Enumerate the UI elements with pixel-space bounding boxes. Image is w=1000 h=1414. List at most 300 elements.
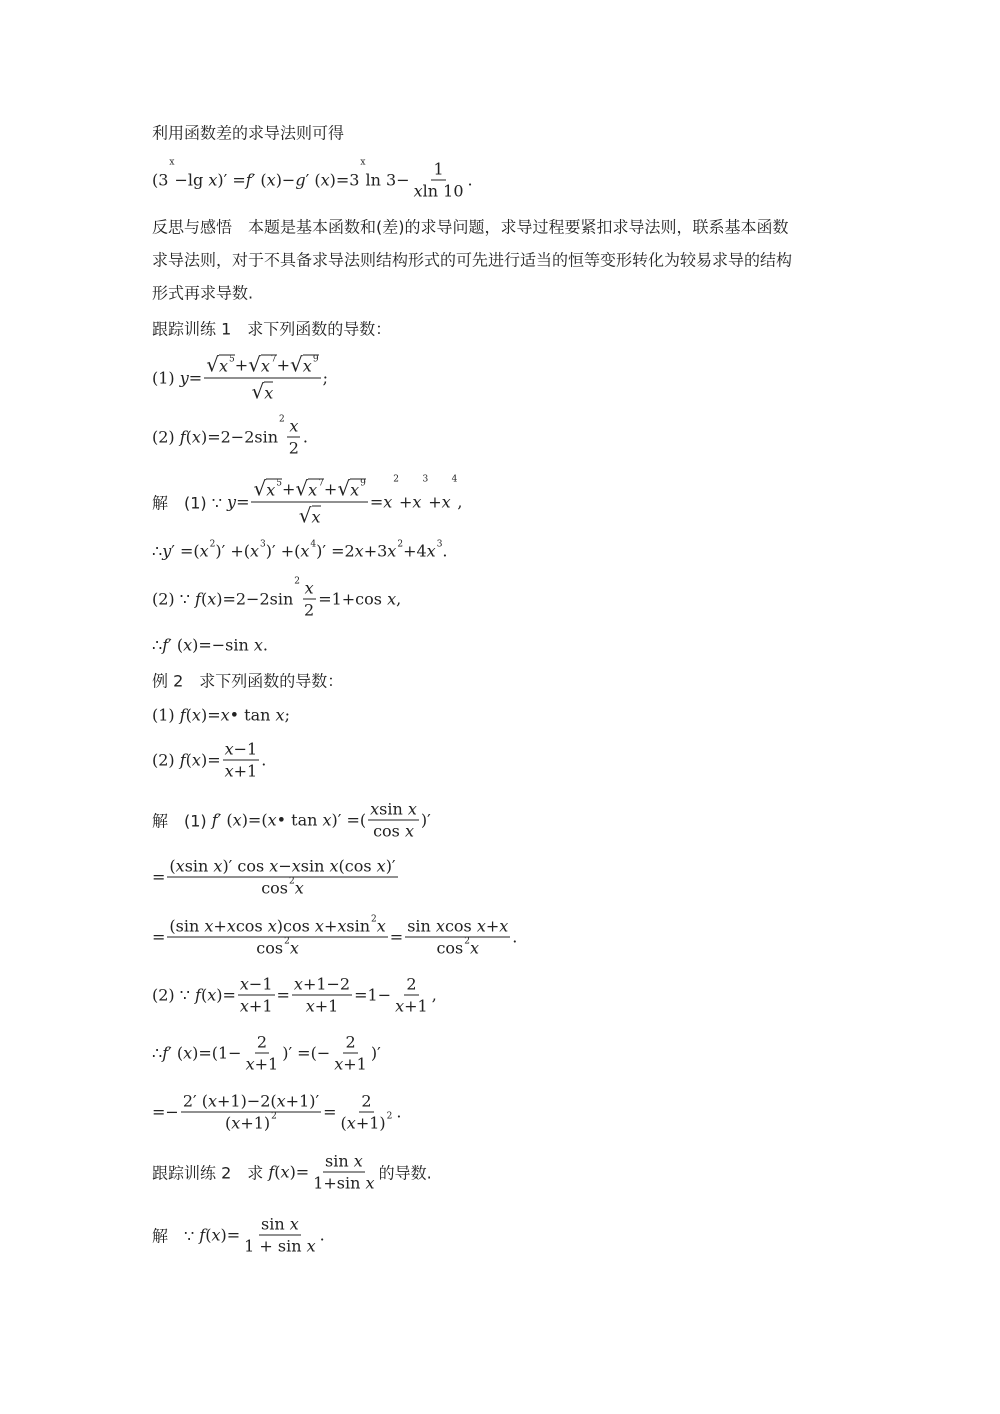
- text-run: )′: [385, 856, 396, 876]
- radicand: [303, 354, 319, 375]
- square-root: [299, 504, 321, 528]
- math-variable: x: [260, 356, 270, 375]
- denominator: [238, 996, 275, 1016]
- superscript: 2: [271, 1111, 277, 1122]
- text-run: 解 (1) ∵: [152, 493, 228, 513]
- math-variable: x: [314, 916, 324, 936]
- numerator: [255, 1033, 269, 1054]
- text-run: (2): [152, 427, 180, 447]
- math-variable: x: [302, 356, 312, 375]
- exercise-1-part-1: [152, 353, 328, 404]
- math-variable: x: [306, 1236, 316, 1256]
- example-2-heading: [152, 669, 343, 692]
- math-variable: x: [353, 1151, 363, 1171]
- text-run: )′ +(: [215, 541, 250, 561]
- fraction: [302, 579, 316, 620]
- text-run: 例 2 求下列函数的导数：: [152, 671, 344, 691]
- text-run: (: [185, 750, 192, 770]
- example-2-part-2: [152, 740, 266, 781]
- math-variable: x: [276, 1091, 286, 1111]
- math-variable: x: [280, 1162, 290, 1182]
- text-run: ′ (: [217, 810, 233, 830]
- math-variable: y: [227, 492, 237, 512]
- text-run: )′ =(: [331, 810, 367, 830]
- text-run: =: [152, 927, 166, 947]
- math-variable: x: [426, 541, 436, 561]
- text-run: )=: [289, 1162, 310, 1182]
- text-run: )=−sin: [192, 635, 254, 655]
- math-variable: f: [195, 589, 201, 609]
- text-run: (: [169, 856, 176, 876]
- superscript: 2: [209, 539, 216, 550]
- numerator: [167, 857, 397, 878]
- text-run: 2: [345, 1032, 356, 1052]
- numerator: [404, 975, 418, 996]
- math-variable: x: [249, 541, 260, 561]
- text-run: sin: [346, 916, 371, 936]
- text-run: +: [323, 916, 338, 936]
- math-variable: x: [476, 916, 486, 936]
- math-variable: f: [179, 427, 186, 447]
- fraction: [287, 417, 301, 458]
- math-variable: x: [334, 1054, 344, 1074]
- numerator: [368, 800, 419, 821]
- text-run: )′: [420, 810, 431, 830]
- solution-1-part-2: [152, 576, 402, 620]
- math-variable: x: [207, 1091, 217, 1111]
- math-variable: x: [204, 916, 214, 936]
- superscript: 7: [318, 478, 324, 488]
- math-variable: x: [413, 181, 423, 201]
- text-run: 2: [288, 438, 299, 458]
- math-variable: f: [268, 1162, 275, 1182]
- text-run: )=: [216, 985, 236, 1005]
- difference-rule-formula: [152, 157, 473, 201]
- text-run: .: [396, 1102, 402, 1122]
- text-run: 利用函数差的求导法则可得: [152, 123, 345, 143]
- math-variable: x: [470, 938, 480, 958]
- example-2-step-5: [152, 1033, 381, 1074]
- text-run: )−: [275, 170, 296, 190]
- text-run: .: [262, 635, 269, 655]
- square-root: [295, 477, 324, 501]
- fraction: [311, 1152, 376, 1193]
- text-run: ,: [431, 985, 437, 1005]
- radical-sign-icon: √: [295, 476, 309, 501]
- math-variable: x: [441, 492, 451, 512]
- text-run: =: [276, 985, 290, 1005]
- radical-sign-icon: √: [251, 379, 265, 404]
- square-root: [206, 353, 235, 377]
- text-run: sin: [379, 799, 408, 819]
- text-run: .: [512, 927, 518, 947]
- math-variable: x: [387, 541, 397, 561]
- text-run: )cos: [276, 916, 315, 936]
- math-variable: x: [395, 996, 405, 1016]
- math-variable: x: [289, 1214, 299, 1234]
- text-run: )=(1−: [192, 1043, 242, 1063]
- math-variable: x: [226, 916, 236, 936]
- fraction: [167, 857, 397, 898]
- denominator: [371, 821, 416, 841]
- text-run: +1)′: [285, 1091, 320, 1111]
- denominator: [223, 1113, 279, 1133]
- text-run: sin: [325, 1151, 354, 1171]
- fraction: [405, 917, 510, 958]
- solution-1-derivative: [152, 539, 448, 561]
- text-run: (2) ∵: [152, 589, 196, 609]
- numerator: [259, 1215, 301, 1236]
- text-run: )′ =(−: [282, 1043, 331, 1063]
- denominator: [259, 878, 306, 898]
- math-variable: x: [346, 1113, 356, 1133]
- fraction: [181, 1092, 321, 1133]
- math-variable: x: [224, 739, 234, 759]
- denominator: [244, 1054, 281, 1074]
- text-run: sin: [407, 916, 436, 936]
- math-variable: f: [199, 1225, 206, 1245]
- superscript: 2: [371, 914, 377, 925]
- superscript: 3: [260, 539, 266, 550]
- text-run: 2: [304, 600, 315, 620]
- exercise-2-solution: [152, 1215, 325, 1256]
- text-run: (3: [152, 170, 169, 190]
- math-variable: x: [499, 916, 509, 936]
- math-variable: x: [218, 356, 228, 375]
- text-run: (: [185, 427, 192, 447]
- radical-sign-icon: √: [206, 352, 219, 377]
- math-variable: f: [162, 1043, 169, 1063]
- exercise-2-heading: [152, 1152, 432, 1193]
- math-variable: f: [179, 750, 186, 770]
- numerator: [323, 1152, 365, 1173]
- text-run: ′ (: [251, 170, 267, 190]
- math-variable: x: [300, 541, 310, 561]
- superscript: 2: [464, 936, 470, 947]
- text-run: )=: [220, 1225, 241, 1245]
- text-run: =−: [152, 1102, 179, 1122]
- text-run: 反思与感悟 本题是基本函数和(差)的求导问题，求导过程要紧扣求导法则，联系基本函数: [152, 217, 789, 237]
- text-run: cos: [373, 821, 405, 841]
- text-run: −1: [248, 974, 273, 994]
- text-run: +1: [343, 1054, 367, 1074]
- text-run: ′ (: [168, 1043, 184, 1063]
- example-2-solution-part-2: [152, 975, 437, 1016]
- text-run: (: [225, 1113, 232, 1133]
- text-run: ∴: [152, 1043, 163, 1063]
- superscript: 9: [312, 354, 319, 364]
- math-variable: g: [295, 170, 306, 190]
- math-variable: x: [435, 916, 445, 936]
- reflection-line-3: [152, 281, 253, 304]
- text-run: +: [276, 355, 291, 374]
- text-run: +1: [248, 996, 273, 1016]
- math-variable: x: [407, 799, 417, 819]
- radicand: [264, 381, 273, 402]
- text-run: 1: [433, 159, 444, 179]
- math-variable: y: [179, 368, 189, 388]
- text-run: +: [213, 916, 227, 936]
- math-variable: x: [191, 705, 201, 725]
- text-run: =: [389, 927, 404, 947]
- text-run: =: [152, 867, 166, 887]
- text-run: (2): [152, 750, 180, 770]
- text-run: +1: [254, 1054, 279, 1074]
- math-variable: x: [267, 810, 277, 830]
- example-2-step-6: [152, 1092, 401, 1133]
- denominator: [304, 996, 341, 1016]
- math-variable: x: [294, 878, 304, 898]
- superscript: 4: [451, 474, 458, 485]
- math-variable: x: [304, 578, 314, 598]
- math-variable: x: [239, 996, 249, 1016]
- math-variable: x: [322, 810, 332, 830]
- text-run: +1: [404, 996, 428, 1016]
- text-run: 2: [256, 1032, 267, 1052]
- text-run: ′ (: [305, 170, 321, 190]
- text-run: (: [340, 1113, 347, 1133]
- superscript: 3: [422, 474, 429, 485]
- text-run: cos: [256, 938, 284, 958]
- math-variable: x: [311, 507, 321, 526]
- math-variable: x: [305, 996, 315, 1016]
- intro-text: [152, 121, 344, 144]
- numerator: [238, 975, 275, 996]
- math-variable: x: [387, 589, 397, 609]
- text-run: −1: [233, 739, 258, 759]
- numerator: [292, 975, 352, 996]
- exercise-1-heading: [152, 317, 391, 340]
- math-variable: x: [207, 589, 217, 609]
- text-run: ′ (: [168, 635, 184, 655]
- square-root: [290, 353, 319, 377]
- superscript: 4: [310, 539, 317, 550]
- numerator: [343, 1033, 357, 1054]
- text-run: )′ =: [217, 170, 246, 190]
- solution-1-part-2-derivative: [152, 636, 268, 655]
- math-variable: x: [175, 856, 185, 876]
- text-run: =1−: [354, 985, 392, 1005]
- fraction: [244, 1033, 281, 1074]
- text-run: (cos: [338, 856, 377, 876]
- fraction: [242, 1215, 318, 1256]
- text-run: cos: [235, 916, 268, 936]
- fraction: [167, 914, 387, 958]
- superscript: 5: [276, 478, 282, 488]
- math-variable: x: [376, 856, 386, 876]
- superscript: 2: [289, 876, 295, 887]
- math-variable: x: [412, 492, 422, 512]
- text-run: )=2−2sin: [200, 427, 278, 447]
- math-variable: x: [264, 383, 274, 402]
- text-run: .: [302, 427, 309, 447]
- reflection-line-1: [152, 215, 789, 238]
- text-run: cos: [436, 938, 464, 958]
- text-run: =: [323, 1102, 337, 1122]
- fraction: [223, 740, 260, 781]
- math-variable: x: [376, 916, 386, 936]
- text-run: )′ =2: [316, 541, 355, 561]
- text-run: ln 3−: [365, 170, 410, 190]
- text-run: 跟踪训练 1 求下列函数的导数：: [152, 319, 392, 339]
- text-run: =: [236, 492, 250, 512]
- text-run: +: [428, 492, 442, 512]
- math-variable: f: [195, 985, 201, 1005]
- square-root: [337, 477, 366, 501]
- text-run: +: [399, 492, 413, 512]
- math-variable: x: [245, 1054, 255, 1074]
- text-run: +1: [233, 761, 258, 781]
- denominator: [412, 181, 466, 201]
- text-run: 的导数.: [378, 1163, 432, 1183]
- math-variable: x: [253, 635, 263, 655]
- text-run: +1): [240, 1113, 271, 1133]
- text-run: =: [188, 368, 203, 388]
- numerator: [303, 579, 316, 600]
- text-run: (1): [152, 368, 180, 388]
- math-variable: x: [291, 856, 301, 876]
- radical-sign-icon: √: [337, 476, 351, 501]
- superscript: 2: [393, 474, 400, 485]
- numerator: [223, 740, 260, 761]
- radicand: [350, 478, 366, 499]
- denominator: [339, 1113, 395, 1133]
- denominator: [254, 938, 301, 958]
- text-run: cos: [261, 878, 288, 898]
- text-run: )′ +(: [265, 541, 301, 561]
- text-run: (: [274, 1162, 281, 1182]
- text-run: (2) ∵: [152, 985, 196, 1005]
- text-run: (sin: [169, 916, 205, 936]
- math-variable: x: [289, 416, 299, 436]
- text-run: (: [185, 705, 192, 725]
- text-run: ;: [322, 368, 328, 388]
- denominator: [332, 1054, 369, 1074]
- reflection-line-2: [152, 248, 792, 271]
- math-variable: x: [191, 750, 201, 770]
- fraction: [292, 975, 352, 1016]
- radical-sign-icon: √: [298, 503, 312, 528]
- radical-sign-icon: √: [253, 476, 267, 501]
- solution-1-part-1: [152, 474, 463, 528]
- radicand: [219, 354, 235, 375]
- text-run: )=: [200, 750, 221, 770]
- numerator: [167, 914, 387, 938]
- text-run: −lg: [174, 170, 209, 190]
- text-run: )′: [370, 1043, 381, 1063]
- fraction: [368, 800, 419, 841]
- text-run: )=(: [241, 810, 268, 830]
- text-run: cos: [444, 916, 477, 936]
- text-run: )′ cos: [222, 856, 270, 876]
- math-variable: x: [232, 810, 242, 830]
- radical-sign-icon: √: [290, 352, 303, 377]
- numerator: [405, 917, 510, 938]
- denominator: [242, 1236, 318, 1256]
- text-run: sin: [261, 1214, 290, 1234]
- text-run: =: [369, 492, 384, 512]
- math-variable: x: [267, 916, 277, 936]
- math-variable: f: [162, 635, 169, 655]
- text-run: )=: [200, 705, 221, 725]
- text-run: 2: [361, 1091, 372, 1111]
- superscript: 2: [386, 1111, 393, 1122]
- fraction: [238, 975, 275, 1016]
- text-run: (: [200, 589, 208, 609]
- text-run: 解 ∵: [152, 1226, 200, 1246]
- math-variable: x: [383, 492, 393, 512]
- denominator: [297, 503, 323, 528]
- square-root: [248, 353, 277, 377]
- math-variable: x: [266, 170, 276, 190]
- numerator: [251, 477, 367, 503]
- text-run: ,: [457, 492, 463, 512]
- math-variable: x: [293, 974, 303, 994]
- text-run: ′ =(: [171, 541, 200, 561]
- text-run: 2: [406, 974, 417, 994]
- example-2-step-3: [152, 914, 518, 958]
- text-run: )=2−2sin: [216, 589, 294, 609]
- text-run: +: [282, 479, 296, 498]
- math-variable: x: [211, 1225, 221, 1245]
- example-2-solution-part-1: [152, 800, 431, 841]
- math-variable: x: [289, 938, 299, 958]
- text-run: +1: [314, 996, 339, 1016]
- exercise-1-part-2: [152, 414, 309, 458]
- superscript: 2: [397, 539, 404, 550]
- fraction: [393, 975, 430, 1016]
- text-run: )=3: [329, 170, 360, 190]
- radicand: [266, 478, 282, 499]
- fraction: [332, 1033, 369, 1074]
- denominator: [393, 996, 430, 1016]
- text-run: (1): [152, 705, 180, 725]
- superscript: 7: [270, 354, 277, 364]
- superscript: 2: [284, 936, 290, 947]
- text-run: 解 (1): [152, 811, 212, 831]
- math-variable: x: [320, 170, 330, 190]
- text-run: ∴: [152, 635, 163, 655]
- fraction: [204, 353, 320, 404]
- radicand: [312, 505, 321, 526]
- text-run: +3: [363, 541, 388, 561]
- text-run: +1−2: [302, 974, 351, 994]
- superscript: 5: [228, 354, 235, 364]
- fraction: [339, 1092, 395, 1133]
- text-run: +1)−2(: [216, 1091, 277, 1111]
- denominator: [434, 938, 481, 958]
- math-variable: x: [224, 761, 234, 781]
- example-2-step-2: [152, 857, 400, 898]
- text-run: =1+cos: [318, 589, 388, 609]
- math-variable: x: [354, 541, 364, 561]
- math-variable: x: [329, 856, 339, 876]
- math-variable: x: [266, 480, 276, 499]
- text-run: −: [278, 856, 292, 876]
- math-variable: x: [365, 1173, 375, 1193]
- superscript: 2: [294, 576, 300, 587]
- math-variable: x: [208, 170, 218, 190]
- text-run: +: [323, 479, 338, 498]
- text-run: 跟踪训练 2 求: [152, 1163, 269, 1183]
- denominator: [302, 600, 316, 620]
- radicand: [261, 354, 277, 375]
- math-variable: f: [211, 810, 218, 830]
- text-run: 1+sin: [313, 1173, 366, 1193]
- math-variable: x: [275, 705, 285, 725]
- text-run: .: [467, 170, 473, 190]
- text-run: +1): [355, 1113, 386, 1133]
